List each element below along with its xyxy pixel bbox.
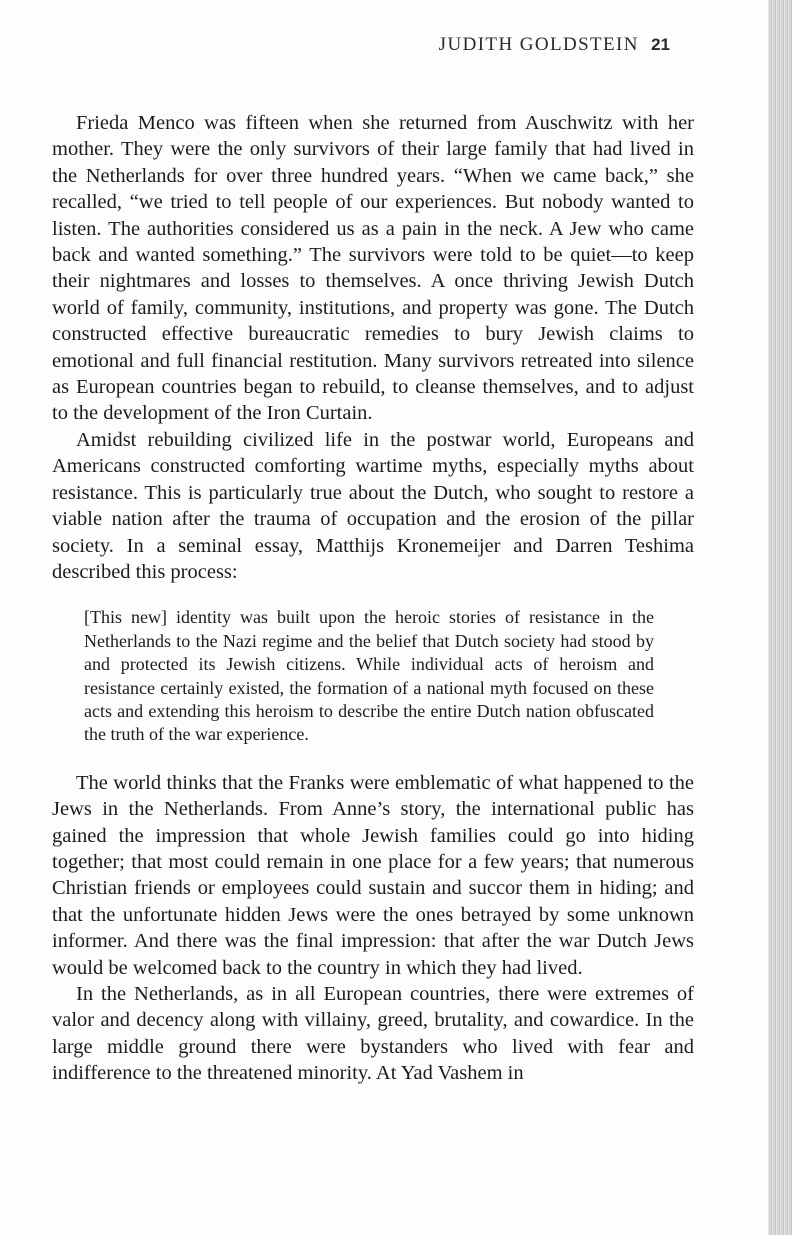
paragraph-4: In the Netherlands, as in all European countries, there were extremes of valor and decency along with villainy, greed, brutality, and cowardice. In the large middle ground there were bystanders who lived with fear and indifference to the threatened minority. At Yad Vashem in xyxy=(52,983,694,1085)
paragraph-2: Amidst rebuilding civilized life in the postwar world, Europeans and Americans constructed comforting wartime myths, especially myths about resistance. This is particularly true about the Dutch, who sought to restore a viable nation after the trauma of occupation and the erosion of the pillar society. In a seminal essay, Matthijs Kronemeijer and Darren Teshima described this process: xyxy=(52,428,694,583)
block-quote-text: [This new] identity was built upon the heroic stories of resistance in the Netherlands to the Nazi regime and the belief that Dutch society had stood by and protected its Jewish citizens. While individual acts of heroism and resistance certainly existed, the formation of a national myth focused on these acts and extending this heroism to describe the entire Dutch nation obfuscated the truth of the war experience. xyxy=(84,607,654,745)
page-edge xyxy=(768,0,792,1235)
running-title: JUDITH GOLDSTEIN xyxy=(438,34,639,55)
page-number: 21 xyxy=(651,35,670,54)
running-head xyxy=(439,34,670,56)
paragraph-1: Frieda Menco was fifteen when she returned from Auschwitz with her mother. They were the only survivors of their large family that had lived in the Netherlands for over three hundred years. “When we came back,” she recalled, “we tried to tell people of our experiences. But nobody wanted to listen. The authorities considered us as a pain in the neck. A Jew who came back and wanted something.” The survivors were told to be quiet—to keep their nightmares and losses to themselves. A once thriving Jewish Dutch world of family, community, institutions, and property was gone. The Dutch constructed effective bureaucratic remedies to bury Jewish claims to emotional and full financial restitution. Many survivors retreated into silence as European countries began to rebuild, to cleanse themselves, and to adjust to the development of the Iron Curtain. xyxy=(52,112,694,425)
paragraph-3: The world thinks that the Franks were emblematic of what happened to the Jews in the Netherlands. From Anne’s story, the international public has gained the impression that whole Jewish families could go into hiding together; that most could remain in one place for a few years; that numerous Christian friends or employees could sustain and succor them in hiding; and that the unfortunate hidden Jews were the ones betrayed by some unknown informer. And there was the final impression: that after the war Dutch Jews would be welcomed back to the country in which they had lived. xyxy=(52,771,694,979)
block-quote xyxy=(84,606,654,746)
body-text xyxy=(52,110,694,1087)
